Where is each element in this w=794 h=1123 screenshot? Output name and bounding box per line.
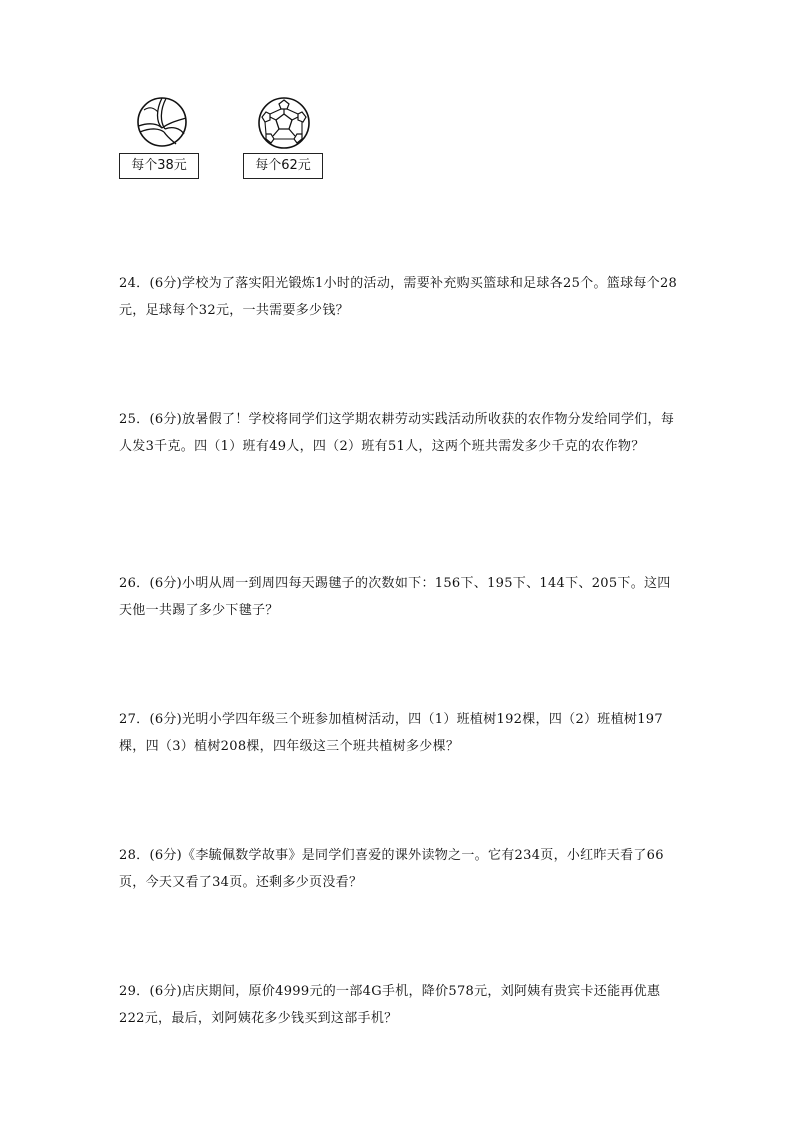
soccer-ball-price-label: 每个62元 bbox=[243, 153, 323, 179]
volleyball-icon bbox=[136, 96, 188, 148]
soccer-ball-icon bbox=[257, 96, 311, 150]
question-27: 27．(6分)光明小学四年级三个班参加植树活动，四（1）班植树192棵，四（2）班植树197棵，四（3）植树208棵，四年级这三个班共植树多少棵？ bbox=[119, 712, 663, 754]
question-28: 28．(6分)《李毓佩数学故事》是同学们喜爱的课外读物之一。它有234页，小红昨天看了66页，今天又看了34页。还剩多少页没看？ bbox=[119, 848, 664, 890]
question-26: 26．(6分)小明从周一到周四每天踢毽子的次数如下：156下、195下、144下、205下。这四天他一共踢了多少下毽子？ bbox=[119, 576, 671, 618]
question-24: 24．(6分)学校为了落实阳光锻炼1小时的活动，需要补充购买篮球和足球各25个。篮球每个28元，足球每个32元，一共需要多少钱？ bbox=[119, 276, 678, 318]
volleyball-price-label: 每个38元 bbox=[119, 153, 199, 179]
question-25: 25．(6分)放暑假了！学校将同学们这学期农耕劳动实践活动所收获的农作物分发给同学们，每人发3千克。四（1）班有49人，四（2）班有51人，这两个班共需发多少千克的农作物？ bbox=[119, 412, 675, 454]
question-29: 29．(6分)店庆期间，原价4999元的一部4G手机，降价578元，刘阿姨有贵宾卡还能再优惠222元，最后，刘阿姨花多少钱买到这部手机？ bbox=[119, 984, 661, 1026]
